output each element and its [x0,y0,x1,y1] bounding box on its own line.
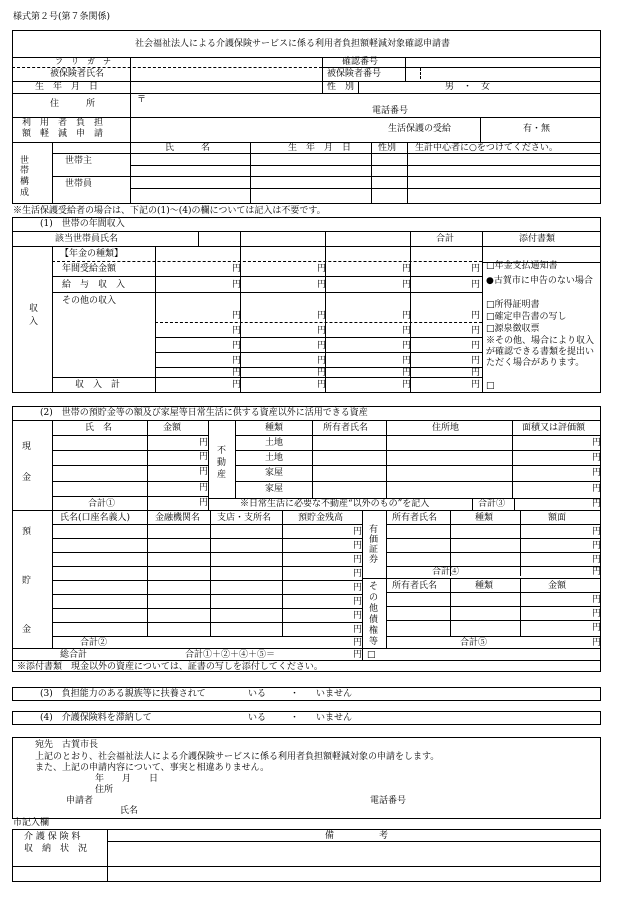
sec-owner-header: 所有者氏名 [392,513,438,523]
sec-yen: 円 [592,609,602,619]
dep-yen: 円 [353,555,363,565]
attach-header: 添付書類 [519,234,556,244]
cash-yen: 円 [199,498,209,508]
cash-side-1: 現 [22,442,32,452]
salary-label: 給 与 収 入 [62,280,126,290]
form-title: 社会福祉法人による介護保険サービスに係る利用者負担額軽減対象確認申請書 [135,39,451,49]
city-remarks: 備 考 [325,831,389,841]
phone-label: 電話番号 [372,106,409,116]
sex-options[interactable]: 男 ・ 女 [445,82,491,92]
oc-side-1: そ [369,582,379,592]
dep-yen: 円 [353,650,363,660]
city-premium-2: 収 納 状 況 [24,844,88,854]
sec3-title: (3) 負担能力のある親族等に扶養されて [40,689,206,699]
income-yen: 円 [232,380,242,390]
welfare-label: 生活保護の受給 [388,124,452,134]
sec-side-4: 券 [369,555,379,565]
sec-kind-header: 種類 [475,513,494,523]
income-yen: 円 [317,356,327,366]
deposit-side-1: 預 [22,527,32,537]
income-yen: 円 [232,326,242,336]
sec2-title: (2) 世帯の預貯金等の額及び家屋等日常生活に供する資産以外に活用できる資産 [40,408,368,418]
sec3-opt2[interactable]: いません [316,689,353,699]
note-welfare: ※生活保護受給者の場合は、下記の(1)～(4)の欄については記入は不要です。 [13,206,326,216]
re-side-1: 不 [217,446,227,456]
income-yen: 円 [402,311,412,321]
re-yen: 円 [592,438,602,448]
grand-check[interactable]: □ [367,650,376,660]
decl-line1: 上記のとおり、社会福祉法人による介護保険サービスに係る利用者負担額軽減対象の申請をします。 [35,752,440,762]
col-dob: 生 年 月 日 [288,143,352,153]
sec-yen: 円 [592,638,602,648]
oc-side-3: 他 [369,604,379,614]
grand-total: 総合計 [60,650,88,660]
attach-koga: ●古賀市に申告のない場合 [486,276,593,286]
attach-pension: □年金支払通知書 [486,261,558,271]
re-side-3: 産 [217,470,227,480]
oc-side-2: の [369,593,379,603]
income-yen: 円 [232,368,242,378]
sec-face-header: 額面 [548,513,567,523]
income-yen: 円 [317,380,327,390]
dep-yen: 円 [353,611,363,621]
income-yen: 円 [317,326,327,336]
income-yen: 円 [471,341,481,351]
dep-balance-header: 預貯金残高 [298,513,344,523]
sec4-dot: ・ [290,713,300,723]
sec-side-1: 有 [369,525,379,535]
re-land-2: 土地 [265,453,284,463]
dep-yen: 円 [353,569,363,579]
income-yen: 円 [317,264,327,274]
oc-side-6: 等 [369,637,379,647]
attach-note: ※添付書類 現金以外の資産については、証書の写しを添付してください。 [17,662,323,672]
attach-withholding: □源泉徴収票 [486,324,540,334]
col-name: 氏 名 [165,143,211,153]
sec3-dot: ・ [290,689,300,699]
confirm-no-label: 確認番号 [342,57,379,67]
household-label-3: 構 [20,177,30,187]
sec-yen: 円 [592,567,602,577]
insured-no-boxes[interactable] [420,68,596,79]
income-yen: 円 [232,264,242,274]
subtotal-3: 合計③ [478,499,506,509]
income-yen: 円 [232,280,242,290]
income-yen: 円 [471,368,481,378]
income-yen: 円 [402,356,412,366]
subtotal-5: 合計⑤ [460,638,488,648]
sec3-opt1[interactable]: いる [248,689,267,699]
income-yen: 円 [402,368,412,378]
attach-other-note: ※その他、場合により収入が確認できる書類を提出いただく場合があります。 [486,336,595,368]
income-yen: 円 [471,356,481,366]
income-yen: 円 [402,264,412,274]
dep-name-header: 氏名(口座名義人) [60,513,131,523]
cash-yen: 円 [199,467,209,477]
income-yen: 円 [402,326,412,336]
other-income-label: その他の収入 [62,296,117,306]
reduce-label-2: 額 軽 減 申 請 [22,129,104,139]
re-location-header: 住所地 [432,423,460,433]
insured-name-label: 被保険者氏名 [50,69,105,79]
income-yen: 円 [402,380,412,390]
member-name-label: 該当世帯員氏名 [55,234,119,244]
sec4-opt1[interactable]: いる [248,713,267,723]
col-sex: 性別 [378,143,397,153]
dep-yen: 円 [353,527,363,537]
income-yen: 円 [232,311,242,321]
form-id: 様式第２号(第７条関係) [13,12,111,22]
income-total-header: 合計 [436,234,455,244]
cash-yen: 円 [199,438,209,448]
sec-yen: 円 [592,555,602,565]
dep-yen: 円 [353,625,363,635]
sec-yen: 円 [592,527,602,537]
sec-side-2: 価 [369,535,379,545]
income-yen: 円 [317,341,327,351]
re-yen: 円 [592,499,602,509]
income-yen: 円 [402,280,412,290]
income-yen: 円 [232,356,242,366]
sec-yen: 円 [592,623,602,633]
income-yen: 円 [471,280,481,290]
re-yen: 円 [592,468,602,478]
cash-name-header: 氏 名 [85,423,113,433]
re-yen: 円 [592,453,602,463]
dep-yen: 円 [353,583,363,593]
income-yen: 円 [402,341,412,351]
income-side-1: 収 [29,304,39,314]
income-yen: 円 [471,326,481,336]
income-side-2: 入 [29,317,39,327]
cash-amount-header: 金額 [163,423,182,433]
subtotal-4: 合計④ [432,567,460,577]
address-label: 住 所 [50,99,96,109]
household-label-1: 世 [20,156,30,166]
grand-formula: 合計①＋②＋④＋⑤＝ [185,650,276,660]
pension-kind: 【年金の種類】 [60,249,124,259]
re-kind-header: 種類 [265,423,284,433]
re-area-header: 面積又は評価額 [522,423,586,433]
re-house-2: 家屋 [265,484,284,494]
cash-yen: 円 [199,483,209,493]
income-total-label: 収 入 計 [75,380,121,390]
income-yen: 円 [232,341,242,351]
re-yen: 円 [592,484,602,494]
oc-money-header: 金額 [548,581,567,591]
decl-applicant: 申請者 [66,796,94,806]
sec4-title: (4) 介護保険料を滞納して [40,713,152,723]
subtotal-2: 合計② [80,638,108,648]
decl-line2: また、上記の申請内容について、事実と相違ありません。 [35,763,270,773]
income-yen: 円 [317,280,327,290]
city-use-box [12,829,601,882]
subtotal-1: 合計① [88,499,116,509]
income-yen: 円 [471,311,481,321]
re-note: ※日常生活に必要な不動産“以外のもの”を記入 [240,499,430,509]
re-owner-header: 所有者氏名 [323,423,369,433]
dep-branch-header: 支店・支所名 [217,513,272,523]
re-house-1: 家屋 [265,468,284,478]
re-land-1: 土地 [265,438,284,448]
sec-side-3: 証 [369,545,379,555]
sec-yen: 円 [592,541,602,551]
income-yen: 円 [471,380,481,390]
deposit-side-2: 貯 [22,576,32,586]
decl-name: 氏名 [120,806,139,816]
decl-date: 年 月 日 [95,774,159,784]
addressee: 宛先 古賀市長 [35,740,99,750]
household-head: 世帯主 [65,156,93,166]
re-side-2: 動 [217,458,227,468]
decl-addr: 住所 [95,785,114,795]
household-member: 世帯員 [65,179,93,189]
dob-label: 生 年 月 日 [35,82,99,92]
income-yen: 円 [317,311,327,321]
furigana-label: フ リ ガ ナ [55,57,111,66]
decl-phone: 電話番号 [370,796,407,806]
sec4-opt2[interactable]: いません [316,713,353,723]
sec1-title: (1) 世帯の年間収入 [40,219,125,229]
dep-yen: 円 [353,638,363,648]
oc-side-5: 権 [369,626,379,636]
insured-no-label: 被保険者番号 [327,69,382,79]
annual-pension-label: 年間受給金額 [62,264,117,274]
dep-yen: 円 [353,541,363,551]
household-label-4: 成 [20,188,30,198]
household-label-2: 帯 [20,166,30,176]
oc-side-4: 債 [369,615,379,625]
cash-yen: 円 [199,452,209,462]
sec-yen: 円 [592,595,602,605]
attach-tax-return: □確定申告書の写し [486,312,567,322]
postal-mark: 〒 [137,95,147,105]
reduce-label-1: 利 用 者 負 担 [22,118,104,128]
income-yen: 円 [317,368,327,378]
attach-income-cert: □所得証明書 [486,300,540,310]
col-breadwinner: 生計中心者に○をつけてください。 [415,143,558,153]
city-use-title: 市記入欄 [13,818,50,828]
welfare-yes-no[interactable]: 有・無 [523,124,551,134]
sex-label: 性 別 [327,82,355,92]
dep-yen: 円 [353,597,363,607]
oc-kind-header: 種類 [475,581,494,591]
dep-bank-header: 金融機関名 [155,513,201,523]
deposit-side-3: 金 [22,625,32,635]
income-yen: 円 [471,264,481,274]
attach-blank-check[interactable]: □ [486,381,495,391]
cash-side-2: 金 [22,473,32,483]
city-premium-1: 介 護 保 険 料 [24,832,81,842]
oc-owner-header: 所有者氏名 [392,581,438,591]
